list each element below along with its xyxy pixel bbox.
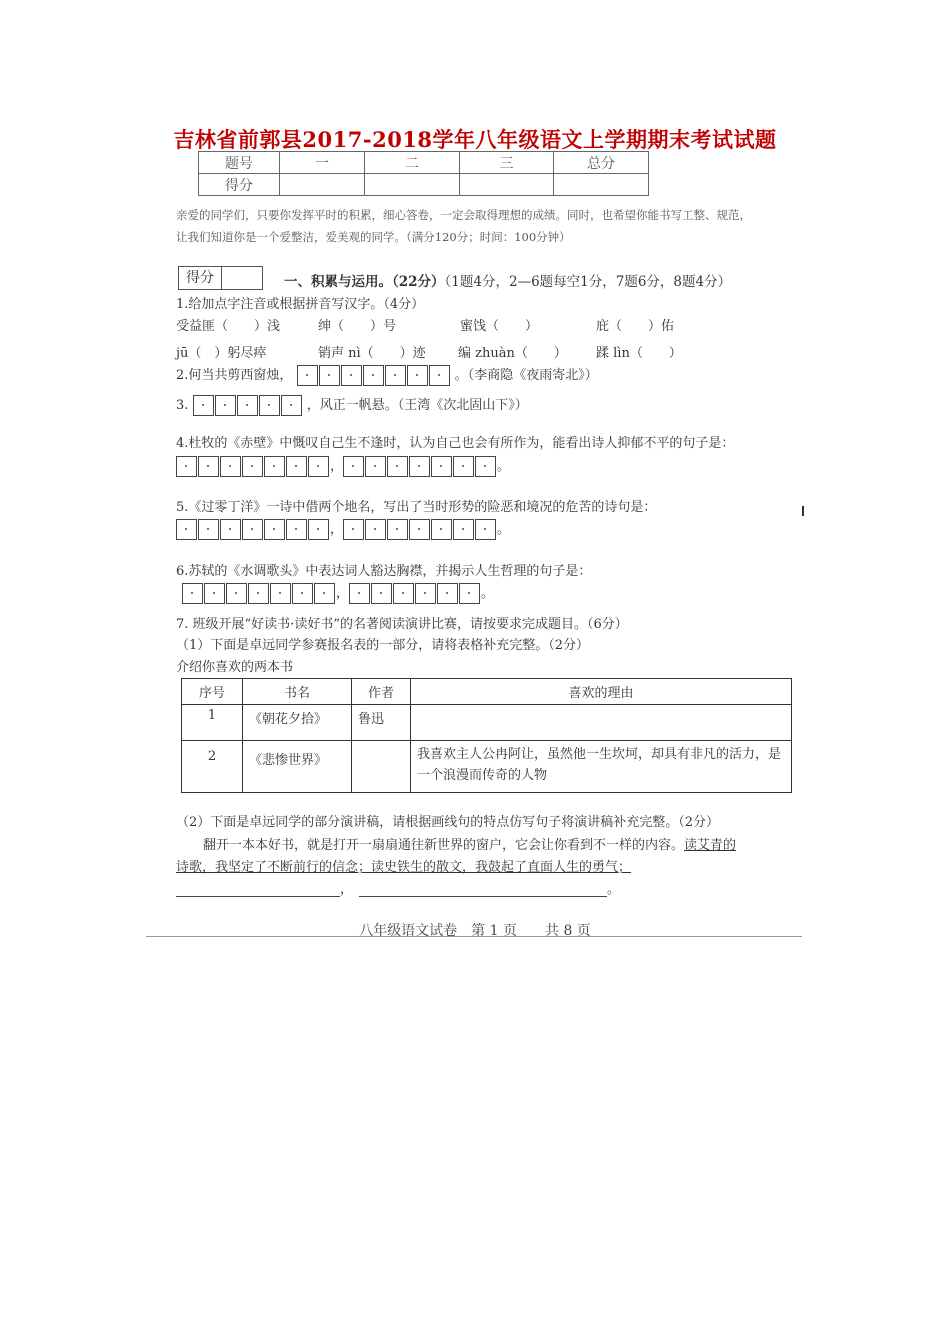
answer-box[interactable]	[365, 456, 386, 477]
answer-box[interactable]	[308, 519, 329, 540]
section1-score-label: 得分	[178, 266, 222, 290]
q3-suffix: ，风正一帆悬。（王湾《次北固山下》）	[306, 398, 528, 413]
answer-box[interactable]	[429, 365, 450, 386]
q1-item: 庇（ ）佑	[596, 319, 675, 334]
section1-score-input[interactable]	[222, 266, 263, 290]
score-row-label: 得分	[199, 174, 280, 196]
answer-box[interactable]	[226, 583, 247, 604]
answer-box[interactable]	[248, 583, 269, 604]
answer-box[interactable]	[409, 519, 430, 540]
q7-blank-sep: ，	[340, 882, 354, 897]
answer-box[interactable]	[314, 583, 335, 604]
q7-answer-line	[176, 878, 620, 897]
q1-item: 绅（ ）号	[318, 319, 397, 334]
q6-answer-boxes-2[interactable]	[349, 583, 481, 604]
page-footer: 八年级语文试卷 第 1 页 共 8 页	[359, 923, 591, 939]
answer-box[interactable]	[415, 583, 436, 604]
book-row-author: 鲁迅	[352, 705, 411, 741]
q6-answer-boxes-1[interactable]	[182, 583, 336, 604]
section1-heading: 一、积累与运用。（22分）	[284, 274, 445, 290]
q7-sub1: （1）下面是卓远同学参赛报名表的一部分，请将表格补充完整。（2分）	[176, 638, 590, 653]
q1-item: 销声 nì（ ）迹	[318, 346, 426, 361]
section1-note: （1题4分，2—6题每空1分，7题6分，8题4分）	[444, 274, 732, 290]
q3-line	[176, 394, 528, 416]
score-header-cell: 总分	[554, 152, 649, 174]
answer-box[interactable]	[431, 456, 452, 477]
section1-score-box	[178, 266, 263, 290]
q7-underlined-2: 诗歌，我坚定了不断前行的信念；读史铁生的散文，我鼓起了直面人生的勇气；	[176, 860, 632, 875]
book-row-title: 《朝花夕拾》	[243, 705, 352, 741]
answer-box[interactable]	[365, 519, 386, 540]
answer-box[interactable]	[431, 519, 452, 540]
intro-line-2: 让我们知道你是一个爱整洁，爱美观的同学。（满分120分；时间：100分钟）	[176, 230, 571, 244]
answer-box[interactable]	[297, 365, 318, 386]
answer-box[interactable]	[363, 365, 384, 386]
intro-line-1: 亲爱的同学们，只要你发挥平时的积累，细心答卷，一定会取得理想的成绩。同时，也希望你能书写工整、规范，	[176, 208, 751, 222]
q7-underlined-1: 读艾青的	[684, 838, 737, 853]
score-input-cell[interactable]	[365, 174, 460, 196]
q5-stem: 5.《过零丁洋》一诗中借两个地名，写出了当时形势的险恶和境况的危苦的诗句是：	[176, 500, 657, 515]
q1-item: 编 zhuàn（ ）	[458, 346, 567, 361]
score-header-cell: 一	[280, 152, 365, 174]
book-table	[181, 678, 792, 793]
q6-stem: 6.苏轼的《水调歌头》中表达词人豁达胸襟，并揭示人生哲理的句子是：	[176, 564, 592, 579]
score-input-cell[interactable]	[460, 174, 554, 196]
score-header-cell: 题号	[199, 152, 280, 174]
answer-box[interactable]	[182, 583, 203, 604]
book-table-header-cell: 喜欢的理由	[411, 679, 792, 705]
q4-answer-boxes-1[interactable]	[176, 456, 330, 477]
q5-answer-boxes-1[interactable]	[176, 519, 330, 540]
answer-box[interactable]	[308, 456, 329, 477]
answer-box[interactable]	[193, 395, 214, 416]
answer-box[interactable]	[264, 519, 285, 540]
q7-blank-end: 。	[607, 882, 621, 897]
answer-box[interactable]	[176, 519, 197, 540]
q1-item: 受益匪（ ）浅	[176, 319, 281, 334]
answer-box[interactable]	[475, 519, 496, 540]
score-table-score-row	[199, 174, 649, 196]
q1-item: 蹂 lìn（ ）	[596, 346, 682, 361]
answer-box[interactable]	[453, 519, 474, 540]
answer-box[interactable]	[286, 456, 307, 477]
score-header-cell: 三	[460, 152, 554, 174]
q7-stem: 7. 班级开展“好读书·读好书”的名著阅读演讲比赛，请按要求完成题目。（6分）	[176, 617, 628, 632]
answer-box[interactable]	[237, 395, 258, 416]
q5-answer-line: ， 。	[176, 518, 510, 540]
q7-answer-blank-2[interactable]	[359, 882, 607, 897]
answer-box[interactable]	[459, 583, 480, 604]
q7-paragraph-start: 翻开一本本好书，就是打开一扇扇通往新世界的窗户，它会让你看到不一样的内容。	[203, 838, 685, 853]
answer-box[interactable]	[387, 519, 408, 540]
answer-box[interactable]	[437, 583, 458, 604]
q2-answer-boxes[interactable]	[297, 365, 451, 386]
q7-sub2: （2）下面是卓远同学的部分演讲稿，请根据画线句的特点仿写句子将演讲稿补充完整。（2分）	[176, 815, 720, 830]
q4-answer-boxes-2[interactable]	[343, 456, 497, 477]
exam-title: 吉林省前郭县2017-2018学年八年级语文上学期期末考试试题	[173, 127, 777, 152]
q7-answer-blank-1[interactable]	[176, 882, 340, 897]
answer-box[interactable]	[475, 456, 496, 477]
book-row-author-input[interactable]	[352, 741, 411, 793]
answer-box[interactable]	[242, 456, 263, 477]
q3-prefix: 3.	[176, 398, 189, 413]
answer-box[interactable]	[319, 365, 340, 386]
answer-box[interactable]	[407, 365, 428, 386]
q6-answer-line: ， 。	[182, 582, 494, 604]
q5-answer-boxes-2[interactable]	[343, 519, 497, 540]
book-table-row	[182, 705, 792, 741]
answer-box[interactable]	[286, 519, 307, 540]
score-input-cell[interactable]	[554, 174, 649, 196]
answer-box[interactable]	[281, 395, 302, 416]
score-input-cell[interactable]	[280, 174, 365, 196]
answer-box[interactable]	[198, 456, 219, 477]
answer-box[interactable]	[453, 456, 474, 477]
answer-box[interactable]	[341, 365, 362, 386]
q1-item: jū（ ）躬尽瘁	[176, 346, 267, 361]
answer-box[interactable]	[343, 456, 364, 477]
answer-box[interactable]	[215, 395, 236, 416]
book-row-reason-input[interactable]	[411, 705, 792, 741]
answer-box[interactable]	[198, 519, 219, 540]
book-table-header-cell: 序号	[182, 679, 243, 705]
q4-answer-line: ， 。	[176, 455, 510, 477]
answer-box[interactable]	[270, 583, 291, 604]
score-header-cell: 二	[365, 152, 460, 174]
answer-box[interactable]	[259, 395, 280, 416]
answer-box[interactable]	[264, 456, 285, 477]
q1-stem: 1.给加点字注音或根据拼音写汉字。（4分）	[176, 297, 425, 312]
answer-box[interactable]	[385, 365, 406, 386]
score-table-header-row	[199, 152, 649, 174]
book-table-header	[182, 679, 792, 705]
answer-box[interactable]	[349, 583, 370, 604]
answer-box[interactable]	[242, 519, 263, 540]
answer-box[interactable]	[371, 583, 392, 604]
answer-box[interactable]	[387, 456, 408, 477]
answer-box[interactable]	[409, 456, 430, 477]
answer-box[interactable]	[393, 583, 414, 604]
book-row-title: 《悲惨世界》	[243, 741, 352, 793]
q4-stem: 4.杜牧的《赤壁》中慨叹自己生不逢时，认为自己也会有所作为，能看出诗人抑郁不平的句子是：	[176, 436, 735, 451]
answer-box[interactable]	[220, 519, 241, 540]
q7-paragraph-line-2	[176, 856, 631, 875]
book-table-header-cell: 书名	[243, 679, 352, 705]
q7-paragraph-line-1	[203, 834, 736, 853]
footer-rule	[146, 936, 802, 937]
q7-table-title: 介绍你喜欢的两本书	[176, 660, 294, 675]
q2-suffix: 。（李商隐《夜雨寄北》）	[454, 368, 598, 383]
q2-line	[176, 364, 598, 386]
score-table	[198, 151, 649, 196]
book-row-index: 1	[182, 705, 243, 741]
answer-box[interactable]	[204, 583, 225, 604]
answer-box[interactable]	[343, 519, 364, 540]
q3-answer-boxes[interactable]	[193, 395, 303, 416]
book-row-reason: 我喜欢主人公冉阿让，虽然他一生坎坷，却具有非凡的活力，是一个浪漫而传奇的人物	[411, 741, 792, 793]
answer-box[interactable]	[292, 583, 313, 604]
answer-box[interactable]	[220, 456, 241, 477]
margin-mark	[802, 506, 804, 516]
answer-box[interactable]	[176, 456, 197, 477]
book-table-header-cell: 作者	[352, 679, 411, 705]
q1-item: 蜜饯（ ）	[460, 319, 539, 334]
book-table-row	[182, 741, 792, 793]
q2-prefix: 2.何当共剪西窗烛，	[176, 368, 293, 383]
book-row-index: 2	[182, 741, 243, 793]
